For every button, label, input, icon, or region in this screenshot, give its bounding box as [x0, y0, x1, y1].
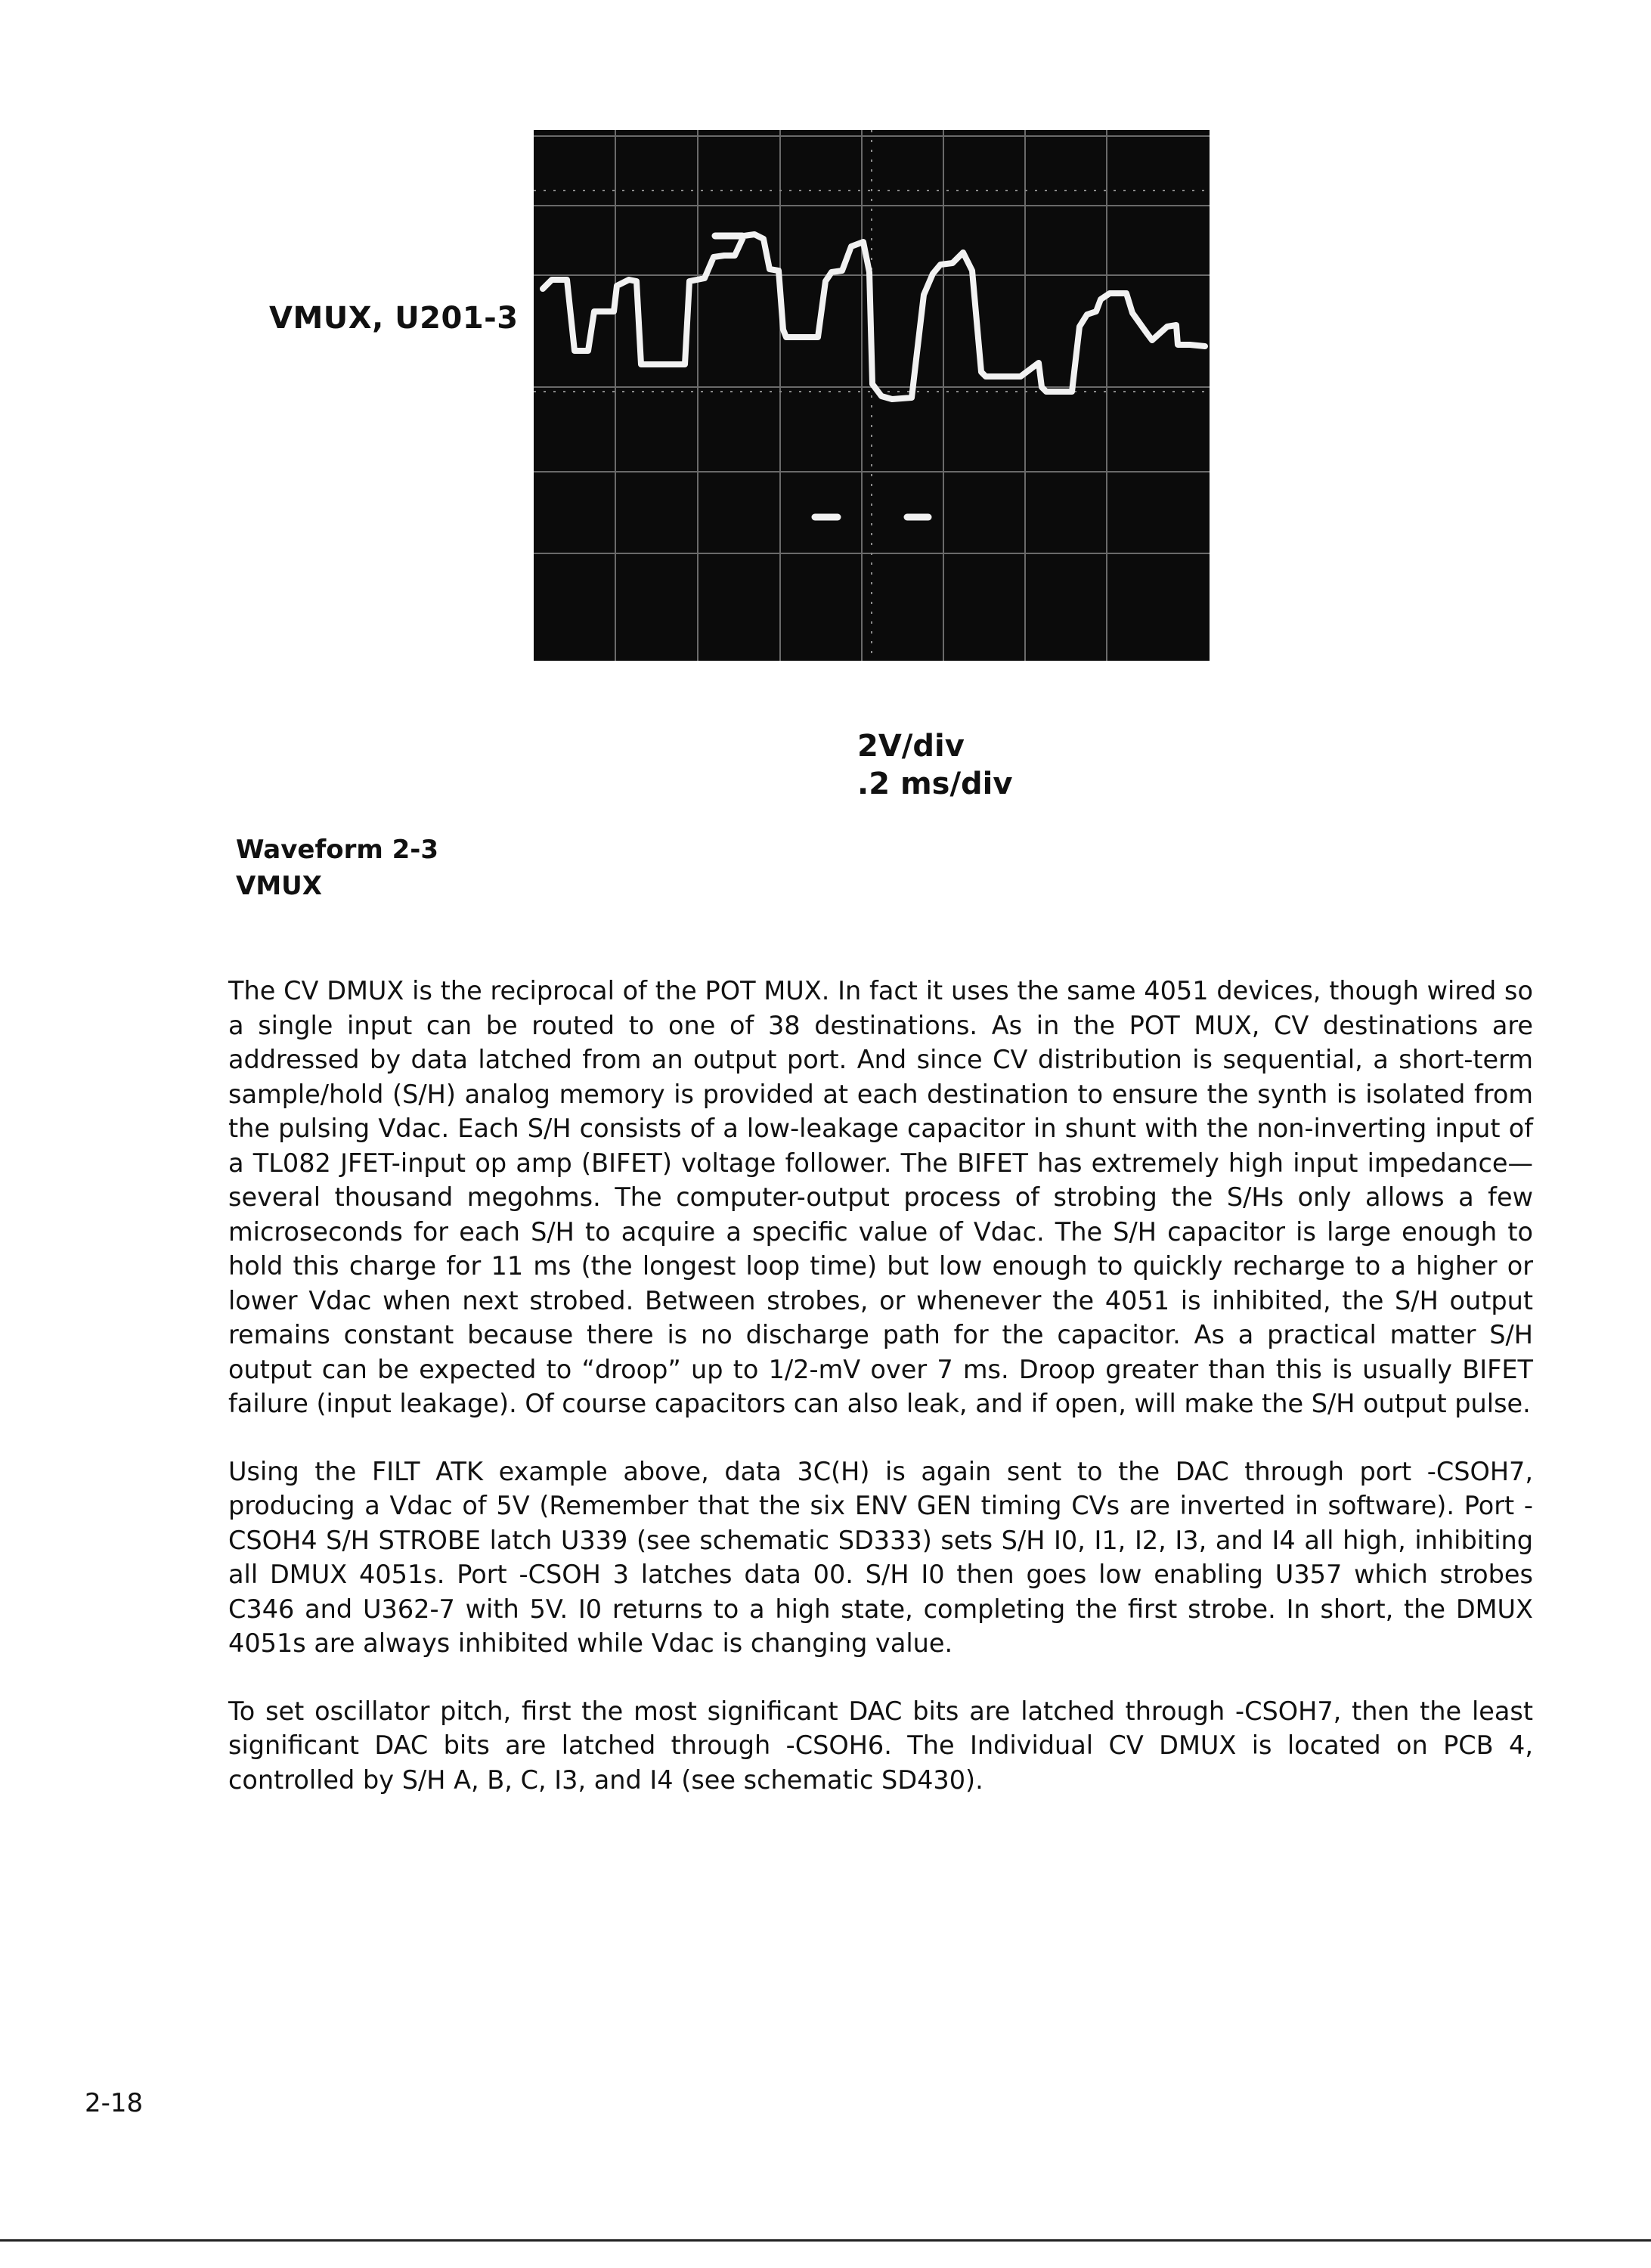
paragraph: To set oscillator pitch, first the most significant DAC bits are latched through -CSOH7, then the least significant DAC bits are latched through -CSOH6. The Individual CV DMUX is located on PCB 4, controlled by S/H A, B, C, I3, and I4 (see schematic SD430).	[228, 1696, 1533, 1795]
paragraph: Using the FILT ATK example above, data 3C(H) is again sent to the DAC through port -CSOH7, producing a Vdac of 5V (Remember that the six ENV GEN timing CVs are inverted in software). Port -CSOH4 S/H STROBE latch U339 (see schematic SD333) sets S/H I0, I1, I2, I3, and I4 all high, inhibiting all DMUX 4051s. Port -CSOH 3 latches data 00. S/H I0 then goes low enabling U357 which strobes C346 and U362-7 with 5V. I0 returns to a high state, completing the first strobe. In short, the DMUX 4051s are always inhibited while Vdac is changing value.	[228, 1456, 1533, 1658]
oscilloscope-screen	[534, 130, 1210, 661]
caption-number: Waveform 2-3	[236, 835, 439, 865]
time-scale: .2 ms/div	[857, 767, 1013, 801]
voltage-scale: 2V/div	[857, 729, 965, 764]
body-text	[228, 974, 1533, 1830]
figure-caption	[236, 832, 438, 904]
page-number: 2-18	[85, 2088, 144, 2118]
scope-scale	[857, 727, 1012, 803]
paragraph: The CV DMUX is the reciprocal of the POT MUX. In fact it uses the same 4051 devices, though wired so a single input can be routed to one of 38 destinations. As in the POT MUX, CV destinations are addressed by data latched from an output port. And since CV distribution is sequential, a short-term sample/hold (S/H) analog memory is provided at each destination to ensure the synth is isolated from the pulsing Vdac. Each S/H consists of a low-leakage capacitor in shunt with the non-inverting input of a TL082 JFET-input op amp (BIFET) voltage follower. The BIFET has extremely high input impedance—several thousand megohms. The computer-output process of strobing the S/Hs only allows a few microseconds for each S/H to acquire a specific value of Vdac. The S/H capacitor is large enough to hold this charge for 11 ms (the longest loop time) but low enough to quickly recharge to a higher or lower Vdac when next strobed. Between strobes, or whenever the 4051 is inhibited, the S/H output remains constant because there is no discharge path for the capacitor. As a practical matter S/H output can be expected to “droop” up to 1/2-mV over 7 ms. Droop greater than this is usually BIFET failure (input leakage). Of course capacitors can also leak, and if open, will make the S/H output pulse.	[228, 976, 1533, 1418]
page-bottom-rule	[0, 2239, 1651, 2242]
trace-label: VMUX, U201-3	[269, 301, 519, 336]
oscilloscope-photo	[534, 130, 1210, 661]
caption-title: VMUX	[236, 871, 322, 901]
